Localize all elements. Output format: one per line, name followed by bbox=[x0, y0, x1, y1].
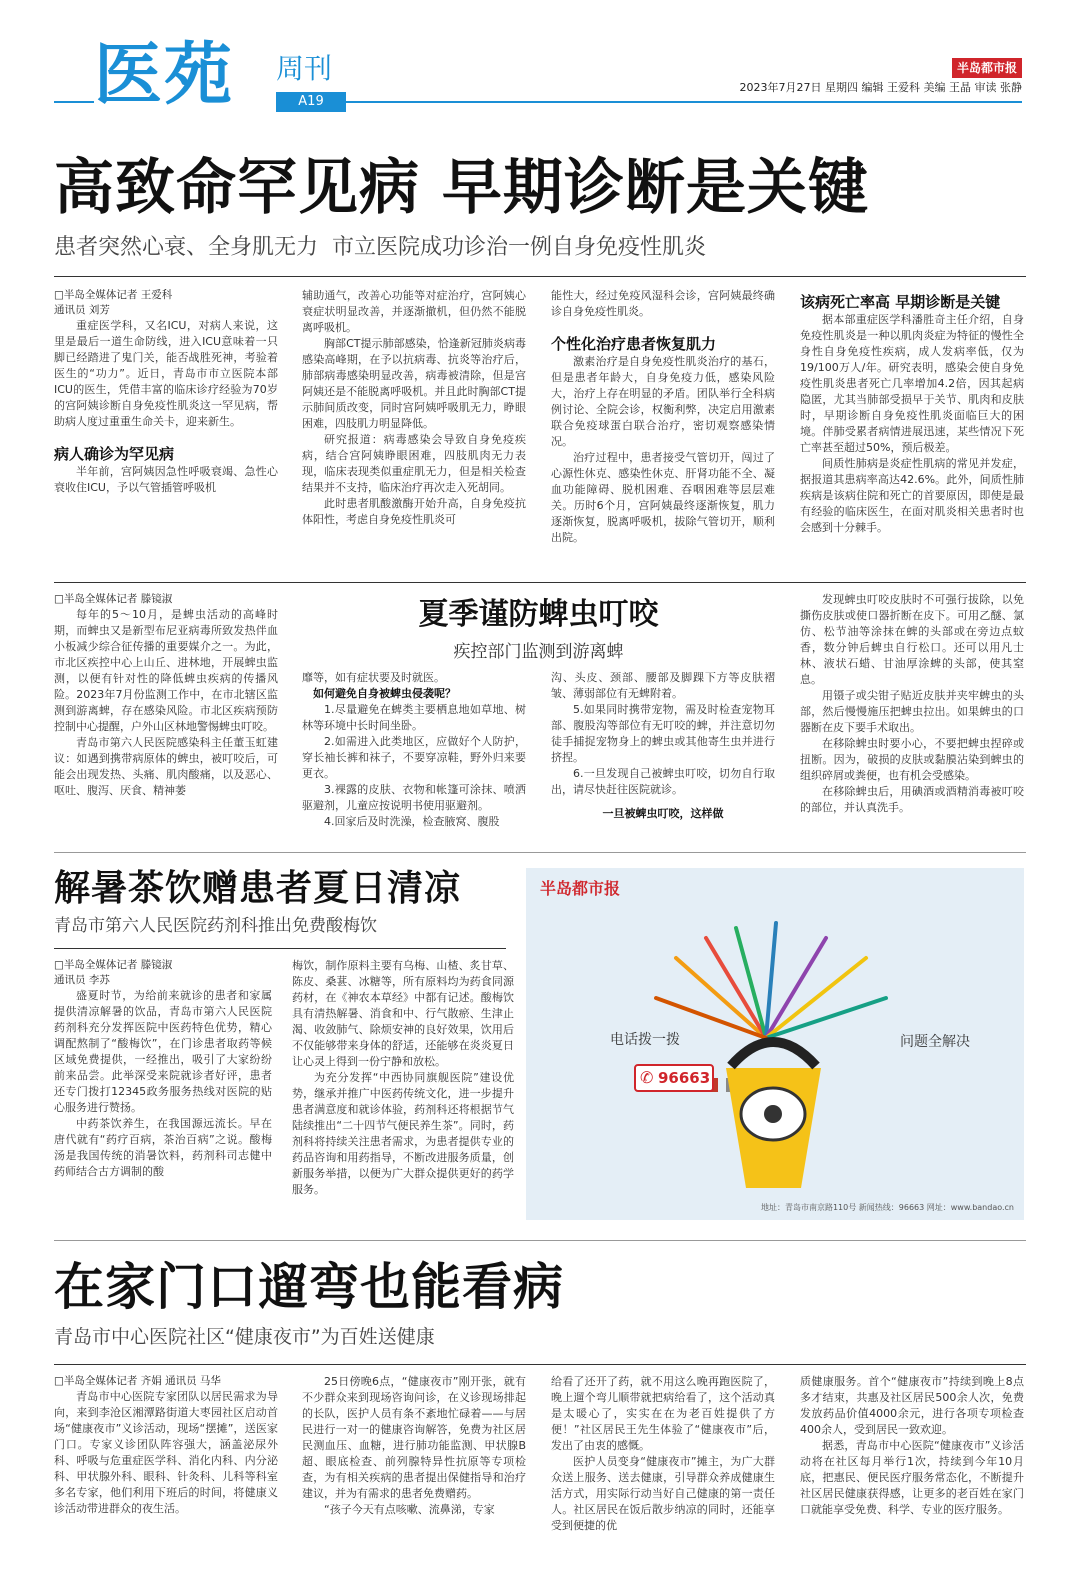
masthead-rule bbox=[54, 101, 94, 103]
article1-col1 bbox=[54, 288, 278, 496]
article2-headline: 夏季谨防蜱虫叮咬 bbox=[418, 597, 659, 632]
article4-col4-p2: 据悉，青岛市中心医院“健康夜市”义诊活动将在社区每月举行1次，持续到今年10月底，把惠民、便民医疗服务常态化，不断提升社区居民健康获得感，让更多的老百姓在家门口就能享受免费、科学、专业的医疗服务。 bbox=[800, 1439, 1024, 1516]
article2-col2-p1: 靡等，如有症状要及时就医。 bbox=[302, 671, 445, 684]
masthead-weekly: 周刊 bbox=[276, 52, 333, 85]
ad-brand-logo: 半岛都市报 bbox=[540, 879, 621, 898]
article1-headline: 高致命罕见病 早期诊断是关键 bbox=[54, 153, 869, 223]
masthead-title: 医苑 bbox=[94, 36, 235, 115]
article4-headline: 在家门口遛弯也能看病 bbox=[54, 1258, 564, 1316]
article2-col3-l5: 5.如果同时携带宠物，需及时检查宠物耳部、腹股沟等部位有无叮咬的蜱，并注意切勿徒手捕捉宠物身上的蜱虫或其他寄生虫并进行挤捏。 bbox=[551, 703, 775, 764]
article3-rule-top bbox=[54, 852, 1026, 853]
article2-col4-p1: 发现蜱虫叮咬皮肤时不可强行拔除，以免撕伤皮肤或使口器折断在皮下。可用乙醚、氯仿、松节油等涂抹在蜱的头部或在旁边点蚊香，数分钟后蜱虫自行松口。还可以用凡士林、液状石蜡、甘油厚涂蜱的头部，使其窒息。 bbox=[800, 593, 1024, 686]
ad-phone-badge bbox=[634, 1064, 714, 1092]
article2-col3 bbox=[551, 670, 775, 822]
article1-col3-subhead: 个性化治疗患者恢复肌力 bbox=[551, 335, 717, 353]
article1-byline: □半岛全媒体记者 王爱科 通讯员 刘芳 bbox=[54, 289, 173, 316]
article2-col2 bbox=[302, 670, 526, 830]
article1-col4-subhead: 该病死亡率高 早期诊断是关键 bbox=[800, 293, 1001, 311]
article4-col2-p2: “孩子今天有点咳嗽、流鼻涕，专家 bbox=[324, 1503, 495, 1516]
article2-col1-p1: 每年的5～10月，是蜱虫活动的高峰时期，而蜱虫又是新型布尼亚病毒所致发热伴血小板减少综合征传播的重要媒介之一。为此，市北区疾控中心上山丘、进林地，开展蜱虫监测，以便有针对性的降低蜱虫疾病的传播风险。2023年7月份监测工作中，在市北辖区监测到游离蜱，存在感染风险。市北区疾病预防控制中心提醒，户外山区林地警惕蜱虫叮咬。 bbox=[54, 608, 278, 733]
article2-col4-p4: 在移除蜱虫后，用碘酒或酒精消毒被叮咬的部位，并认真洗手。 bbox=[800, 785, 1024, 814]
ad-footer: 地址：青岛市南京路110号 新闻热线：96663 网址：www.bandao.cn bbox=[760, 1203, 1014, 1212]
article3-rule bbox=[54, 948, 506, 949]
masthead bbox=[0, 0, 1080, 130]
article2-col3-p1: 沟、头皮、颈部、腰部及脚踝下方等皮肤褶皱、薄弱部位有无蜱附着。 bbox=[551, 671, 775, 700]
article3-col1-p1: 盛夏时节，为给前来就诊的患者和家属提供清凉解暑的饮品，青岛市第六人民医院药剂科充分发挥医院中医药特色优势，精心调配熬制了“酸梅饮”，在门诊患者取药等候区域免费提供，一经推出，吸引了大家纷纷前来品尝。此举深受来院就诊者好评，患者还专门拨打12345政务服务热线对医院的贴心服务进行赞扬。 bbox=[54, 989, 272, 1114]
date-line: 2023年7月27日 星期四 编辑 王爱科 美编 王晶 审读 张静 bbox=[739, 81, 1022, 94]
article4-col4 bbox=[800, 1374, 1024, 1518]
article1-col4-p2: 间质性肺病是炎症性肌病的常见并发症，据报道其患病率高达42.6%。此外，间质性肺疾病是该病住院和死亡的首要原因，即使是最有经验的临床医生，在面对肌炎相关患者时也会感到十分棘手。 bbox=[800, 457, 1024, 534]
article2-col1-p2: 青岛市第六人民医院感染科主任董玉虹建议：如遇到携带病原体的蜱虫，被叮咬后，可能会出现发热、头痛、肌肉酸痛，以及恶心、呕吐、腹泻、厌食、精神萎 bbox=[54, 736, 278, 797]
article2-col2-question: 如何避免自身被蜱虫侵袭呢？ bbox=[313, 687, 456, 700]
ad-left-text: 电话拨一拨 bbox=[610, 1032, 680, 1048]
article1-col1-p2: 半年前，宫阿姨因急性呼吸衰竭、急性心衰收住ICU，予以气管插管呼吸机 bbox=[54, 465, 278, 494]
article2-col4-p3: 在移除蜱虫时要小心，不要把蜱虫捏碎或扭断。因为，破损的皮肤或黏膜沾染到蜱虫的组织碎屑或粪便，也有机会受感染。 bbox=[800, 737, 1024, 782]
article3-subheadline: 青岛市第六人民医院药剂科推出免费酸梅饮 bbox=[54, 916, 377, 936]
article3-col2-p2: 为充分发挥“中西协同旗舰医院”建设优势，继承并推广中医药传统文化，进一步提升患者满意度和就诊体验，药剂科还将根据节气陆续推出“二十四节气便民养生茶”。同时，药剂科将持续关注患者需求，为患者提供专业的药品咨询和用药指导，不断改进服务质量，创新服务举措，以便为广大群众提供更好的药学服务。 bbox=[292, 1071, 514, 1196]
article3-col1 bbox=[54, 958, 272, 1180]
article4-col1-p1: 青岛市中心医院专家团队以居民需求为导向，来到李沧区湘潭路街道大枣园社区启动首场“健康夜市”义诊活动，现场“摆摊”，送医家门口。专家义诊团队阵容强大，涵盖泌尿外科、呼吸与危重症医学科、消化内科、内分泌科、甲状腺外科、眼科、针灸科、儿科等科室多名专家，他们利用下班后的时间，将健康义诊活动带进群众的夜生活。 bbox=[54, 1390, 278, 1515]
article1-col1-subhead: 病人确诊为罕见病 bbox=[54, 445, 175, 463]
article2-col3-l6: 6.一旦发现自己被蜱虫叮咬，切勿自行取出，请尽快赶往医院就诊。 bbox=[551, 767, 775, 796]
article1-subheadline: 患者突然心衰、全身肌无力 市立医院成功诊治一例自身免疫性肌炎 bbox=[54, 235, 706, 260]
article2-byline: □半岛全媒体记者 滕镜淑 bbox=[54, 593, 173, 605]
article1-rule bbox=[54, 276, 1026, 277]
article1-col3-p3: 治疗过程中，患者接受气管切开，闯过了心源性休克、感染性休克、肝肾功能不全、凝血功能障碍、脱机困难、吞咽困难等层层难关。历时6个月，宫阿姨最终逐渐恢复，肌力逐渐恢复，脱离呼吸机，拔除气管切开，顺利出院。 bbox=[551, 451, 775, 544]
article4-subheadline: 青岛市中心医院社区“健康夜市”为百姓送健康 bbox=[54, 1326, 435, 1348]
article2-col2-l4: 4.回家后及时洗澡，检查腋窝、腹股 bbox=[324, 815, 500, 828]
article1-col2-p1: 辅助通气，改善心功能等对症治疗，宫阿姨心衰症状明显改善，并逐渐撤机，但仍然不能脱离呼吸机。 bbox=[302, 289, 526, 334]
ad-panel bbox=[526, 868, 1024, 1220]
article4-col2-p1: 25日傍晚6点，“健康夜市”刚开张，就有不少群众来到现场咨询问诊，在义诊现场排起的长队，医护人员有条不紊地忙碌着——与居民进行一对一的健康咨询解答，免费为社区居民测血压、血糖，进行肺功能监测、甲状腺B超、眼底检查、前列腺特异性抗原等专项检查，为有相关疾病的患者提出保健指导和治疗建议，并为有需求的患者免费赠药。 bbox=[302, 1375, 526, 1500]
article2-rule bbox=[54, 582, 1026, 583]
article3-col1-p2: 中药茶饮养生，在我国源远流长。早在唐代就有“药疗百病，茶治百病”之说。酸梅汤是我国传统的消暑饮料，药剂科司志健中药师结合古方调制的酸 bbox=[54, 1117, 272, 1178]
article4-rule-top bbox=[54, 1240, 1026, 1241]
article1-col3-p2: 激素治疗是自身免疫性肌炎治疗的基石，但是患者年龄大，自身免疫力低，感染风险大，治疗上存在明显的矛盾。团队举行全科病例讨论、全院会诊，权衡利弊，决定启用激素联合免疫球蛋白联合治疗，密切观察感染情况。 bbox=[551, 355, 775, 448]
article2-col4 bbox=[800, 592, 1024, 816]
article1-col4-p1: 据本部重症医学科潘胜奇主任介绍，自身免疫性肌炎是一种以肌肉炎症为特征的慢性全身性自身免疫性疾病，成人发病率低，仅为19/100万人/年。研究表明，感染会使自身免疫性肌炎患者死亡几率增加4.2倍，因其起病隐匿，尤其当肺部受损早于关节、肌肉和皮肤时，早期诊断自身免疫性肌炎面临巨大的困境。伴肺受累者病情进展迅速，某些情况下死亡率甚至超过50%，预后极差。 bbox=[800, 313, 1024, 454]
article3-col2 bbox=[292, 958, 514, 1198]
article2-subheadline: 疾控部门监测到游离蜱 bbox=[453, 642, 624, 662]
article2-col1 bbox=[54, 592, 278, 799]
article2-col2-l3: 3.裸露的皮肤、衣物和帐篷可涂抹、喷洒驱避剂，儿童应按说明书使用驱避剂。 bbox=[302, 783, 526, 812]
article4-byline: □半岛全媒体记者 齐娟 通讯员 马华 bbox=[54, 1375, 221, 1387]
article2-col3-subhead: 一旦被蜱虫叮咬，这样做 bbox=[602, 807, 724, 820]
article4-col3-p1: 给看了还开了药，就不用这么晚再跑医院了，晚上遛个弯儿顺带就把病给看了，这个活动真是太暖心了，实实在在为老百姓提供了方便！”社区居民王先生体验了“健康夜市”后，发出了由衷的感慨。 bbox=[551, 1375, 775, 1452]
article4-col2 bbox=[302, 1374, 526, 1518]
article1-col2-p4: 此时患者肌酸激酶开始升高，自身免疫抗体阳性，考虑自身免疫性肌炎可 bbox=[302, 497, 526, 526]
article4-rule bbox=[54, 1364, 1026, 1365]
article1-col3 bbox=[551, 288, 775, 546]
article4-col3-p2: 医护人员变身“健康夜市”摊主，为广大群众送上服务、送去健康，引导群众养成健康生活方式，用实际行动当好自己健康的第一责任人。社区居民在饭后散步纳凉的同时，还能享受到便捷的优 bbox=[551, 1455, 775, 1532]
article2-col2-l1: 1.尽量避免在蜱类主要栖息地如草地、树林等环境中长时间坐卧。 bbox=[302, 703, 526, 732]
masthead-rule-right bbox=[346, 101, 1022, 103]
ad-right-text: 问题全解决 bbox=[900, 1034, 970, 1050]
article4-col3 bbox=[551, 1374, 775, 1534]
article2-col4-p2: 用镊子或尖钳子贴近皮肤并夹牢蜱虫的头部，然后慢慢施压把蜱虫拉出。如果蜱虫的口器断在皮下要手术取出。 bbox=[800, 689, 1024, 734]
article1-col4 bbox=[800, 288, 1024, 536]
article1-col3-p1: 能性大，经过免疫风湿科会诊，宫阿姨最终确诊自身免疫性肌炎。 bbox=[551, 289, 775, 318]
page-number-badge: A19 bbox=[276, 92, 346, 112]
phone-icon: ✆ bbox=[640, 1068, 654, 1087]
article3-byline: □半岛全媒体记者 滕镜淑 通讯员 李苏 bbox=[54, 959, 173, 986]
article4-col4-p1: 质健康服务。首个“健康夜市”持续到晚上8点多才结束，共惠及社区居民500余人次，免费发放药品价值4000余元，进行各项专项检查400余人，受到居民一致欢迎。 bbox=[800, 1375, 1024, 1436]
ad-phone-number: 96663 bbox=[658, 1069, 711, 1087]
article1-col2 bbox=[302, 288, 526, 528]
brand-logo: 半岛都市报 bbox=[952, 58, 1022, 78]
article3-headline: 解暑茶饮赠患者夏日清凉 bbox=[54, 868, 462, 909]
article2-col2-l2: 2.如需进入此类地区，应做好个人防护，穿长袖长裤和袜子，不要穿凉鞋，野外归来要更衣。 bbox=[302, 735, 526, 780]
article4-col1 bbox=[54, 1374, 278, 1517]
article1-col1-p1: 重症医学科，又名ICU，对病人来说，这里是最后一道生命防线，进入ICU意味着一只脚已经踏进了鬼门关，能否战胜死神，考验着医生的“功力”。近日，青岛市市立医院本部ICU的医生，凭借丰富的临床诊疗经验为70岁的宫阿姨诊断自身免疫性肌炎这一罕见病，帮助病人度过重重生命关卡，迎来新生。 bbox=[54, 319, 278, 428]
article3-col2-p1: 梅饮，制作原料主要有乌梅、山楂、炙甘草、陈皮、桑葚、冰糖等，所有原料均为药食同源药材，在《神农本草经》中都有记述。酸梅饮具有清热解暑、消食和中、行气散瘀、生津止渴、收敛肺气、除烦安神的良好效果，饮用后不仅能够带来身体的舒适，还能够在炎炎夏日让心灵上得到一份宁静和放松。 bbox=[292, 959, 514, 1068]
article1-col2-p2: 胸部CT提示肺部感染，恰逢新冠肺炎病毒感染高峰期，在予以抗病毒、抗炎等治疗后，肺部病毒感染明显改善，病毒被清除，但是宫阿姨还是不能脱离呼吸机。并且此时胸部CT提示肺间质改变，同时宫阿姨呼吸肌无力，睁眼困难，四肢肌力明显降低。 bbox=[302, 337, 526, 430]
article1-col2-p3: 研究报道：病毒感染会导致自身免疫疾病，结合宫阿姨睁眼困难，四肢肌肉无力表现，临床表现类似重症肌无力，但是相关检查结果并不支持，临床治疗再次走入死胡同。 bbox=[302, 433, 526, 494]
